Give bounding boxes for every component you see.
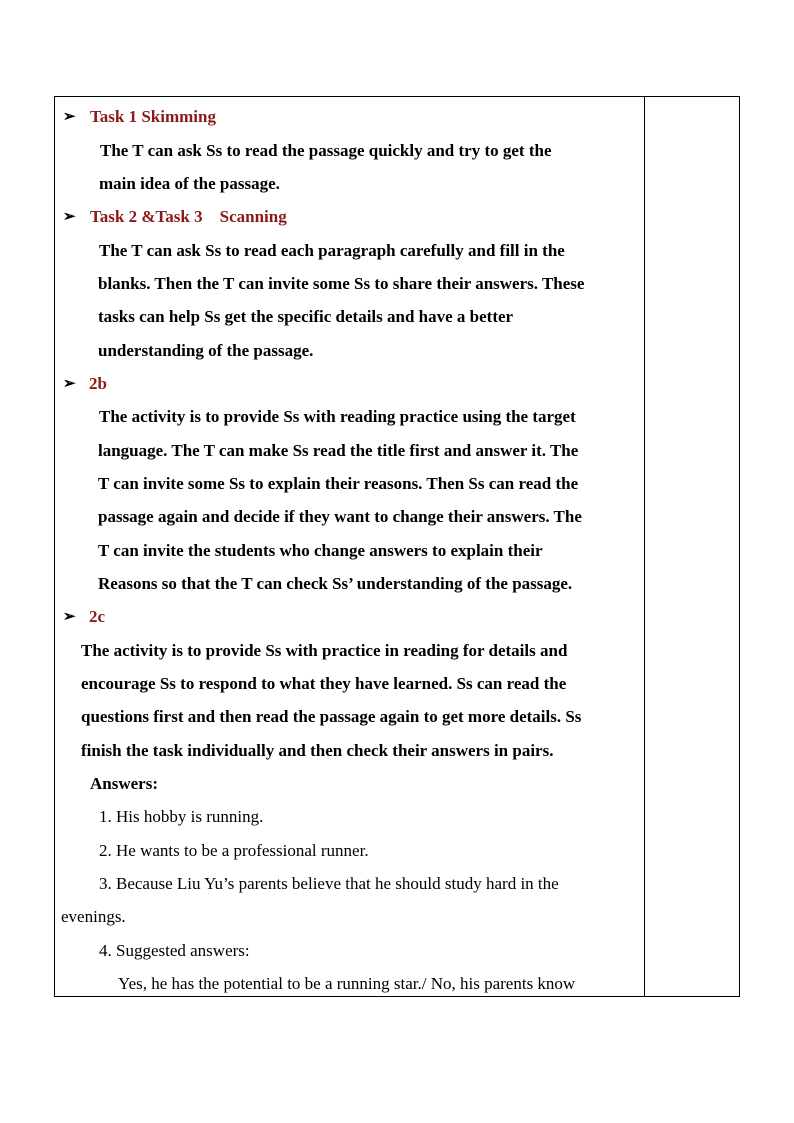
body-line: T can invite the students who change answers to explain their: [98, 541, 543, 560]
answer-item: evenings.: [61, 907, 126, 926]
lesson-table: [54, 96, 740, 997]
answer-item: Yes, he has the potential to be a running star./ No, his parents know: [118, 974, 576, 993]
answer-item: 2. He wants to be a professional runner.: [99, 841, 369, 860]
body-line: questions first and then read the passage again to get more details. Ss: [81, 707, 582, 726]
bullet-arrow-icon: ➢: [63, 209, 76, 225]
body-line: The activity is to provide Ss with reading practice using the target: [99, 407, 576, 426]
body-line: tasks can help Ss get the specific details and have a better: [98, 307, 514, 326]
body-line: T can invite some Ss to explain their reasons. Then Ss can read the: [98, 474, 579, 493]
procedure-cell: [55, 97, 644, 996]
body-line: language. The T can make Ss read the title first and answer it. The: [98, 441, 579, 460]
body-line: understanding of the passage.: [98, 341, 314, 360]
bullet-arrow-icon: ➢: [63, 109, 76, 125]
section-heading: 2c: [89, 607, 106, 626]
bullet-arrow-icon: ➢: [63, 376, 76, 392]
answer-item: 4. Suggested answers:: [99, 941, 250, 960]
answers-label: Answers:: [90, 774, 158, 793]
section-heading: 2b: [89, 374, 107, 393]
body-line: Reasons so that the T can check Ss’ understanding of the passage.: [98, 574, 573, 593]
body-line: The T can ask Ss to read the passage quickly and try to get the: [100, 141, 552, 160]
body-line: finish the task individually and then check their answers in pairs.: [81, 741, 554, 760]
section-heading: Task 1 Skimming: [90, 107, 216, 126]
body-line: The T can ask Ss to read each paragraph carefully and fill in the: [99, 241, 565, 260]
column-divider: [644, 97, 645, 996]
section-heading: Task 2 &Task 3 Scanning: [90, 207, 287, 226]
body-line: blanks. Then the T can invite some Ss to share their answers. These: [98, 274, 585, 293]
answer-item: 1. His hobby is running.: [99, 807, 264, 826]
body-line: main idea of the passage.: [99, 174, 280, 193]
body-line: passage again and decide if they want to change their answers. The: [98, 507, 582, 526]
body-line: The activity is to provide Ss with practice in reading for details and: [81, 641, 568, 660]
body-line: encourage Ss to respond to what they have learned. Ss can read the: [81, 674, 567, 693]
answer-item: 3. Because Liu Yu’s parents believe that he should study hard in the: [99, 874, 559, 893]
bullet-arrow-icon: ➢: [63, 609, 76, 625]
